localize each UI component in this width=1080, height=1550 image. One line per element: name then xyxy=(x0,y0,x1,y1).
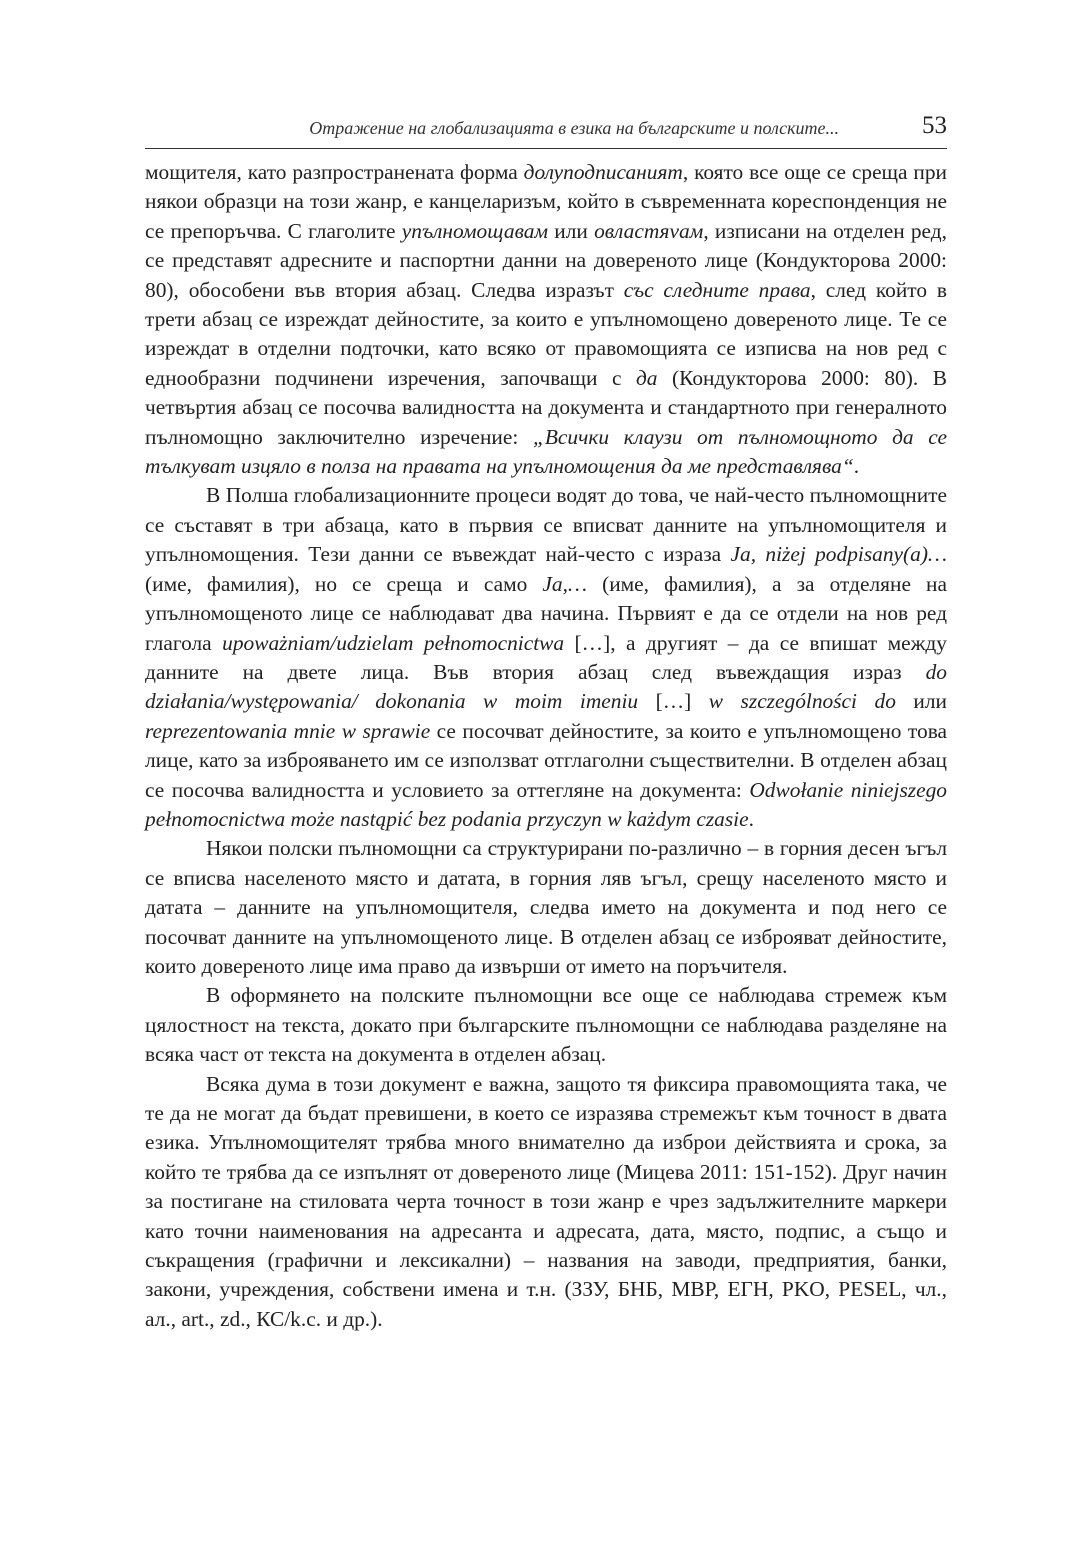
italic-term: reprezentowania mnie w sprawie xyxy=(145,718,431,743)
paragraph-5 xyxy=(145,1070,947,1335)
text-segment: Всяка дума в този документ е важна, защото тя фиксира правомощията така, че те да не могат да бъдат превишени, в което се изразява стремежът към точност в двата езика. Упълномощителят трябва много внимателно да изброи действията и срока, за който те трябва да се изпълнят от довереното лице (Мицева 2011: 151-152). Друг начин за постигане на стиловата черта точност в този жанр е чрез задължителните маркери като точни наименования на адресанта и адресата, дата, място, подпис, а също и съкращения (графични и лексикални) – названия на заводи, предприятия, банки, закони, учреждения, собствени имена и т.н. (ЗЗУ, БНБ, МВР, ЕГН, PKO, PESEL, чл., ал., art., zd., КС/k.c. и др.). xyxy=(145,1071,947,1331)
running-header xyxy=(145,110,947,149)
text-segment: , която все още се среща при някои образци на този жанр, е канцеларизъм, който в съвременната кореспонденция не се препоръчва. С глаголите xyxy=(145,160,947,243)
text-segment: или xyxy=(548,218,595,243)
paragraph-3 xyxy=(145,834,947,981)
text-segment: или xyxy=(895,689,947,714)
text-segment: (Кондукторова 2000: 80). В четвъртия абзац се посочва валидността на документа и стандартното при генералното пълномощно заключително изречение: xyxy=(145,365,947,449)
running-title: Отражение на глобализацията в езика на българските и полските... xyxy=(309,118,839,138)
text-segment: (име, фамилия), но се среща и само xyxy=(145,571,543,596)
italic-term: „Всички клаузи от пълномощното да се тълкуват изцяло в полза на правата на упълномощения да ме представлява“ xyxy=(145,424,948,479)
italic-term: upoważniam/udzielam pełnomocnictwa xyxy=(222,630,565,655)
body-text xyxy=(145,158,947,1334)
italic-term: Ja, niżej podpisany(a)… xyxy=(730,542,948,567)
text-segment: В Полша глобализационните процеси водят до това, че най-често пълномощните се съставят в три абзаца, като в първия се вписват данните на упълномощителя и упълномощения. Тези данни се въвеждат най-често с израза xyxy=(145,483,947,567)
text-segment: мощителя, като разпространената форма xyxy=(145,160,524,184)
italic-term: Odwołanie niniejszego pełnomocnictwa może nastąpić bez podania przyczyn w każdym czasie xyxy=(145,777,947,831)
italic-term: да xyxy=(635,365,658,390)
italic-term: упълномощавам xyxy=(401,218,549,243)
text-segment: […], а другият – да се впишат между данните на двете лица. Във втория абзац след въвеждащия израз xyxy=(145,630,947,684)
italic-term: do działania/występowania/ dokonania w moim imeniu xyxy=(145,659,947,714)
text-segment: се посочват дейностите, за които е упълномощено това лице, като за изброяването им се използват отглаголни съществителни. В отделен абзац се посочва валидността и условието за оттегляне на документа: xyxy=(145,718,948,802)
text-segment: […] xyxy=(638,689,709,714)
text-segment: В оформянето на полските пълномощни все още се наблюдава стремеж към цялостност на текста, докато при българските пълномощни се наблюдава разделяне на всяка част от текста на документа в отделен абзац. xyxy=(145,983,947,1067)
text-segment: , изписани на отделен ред, се представят адресните и паспортни данни на довереното лице (Кондукторова 2000: 80), обособени във втория абзац. Следва изразът xyxy=(145,218,947,302)
text-segment: . xyxy=(748,806,754,831)
paragraph-1 xyxy=(145,158,947,481)
page-number: 53 xyxy=(922,112,947,139)
italic-term: Ja,… xyxy=(542,571,587,596)
paragraph-2 xyxy=(145,481,947,834)
text-segment: Някои полски пълномощни са структурирани по-различно – в горния десен ъгъл се вписва населеното място и датата, в горния ляв ъгъл, срещу населеното място и датата – данните на упълномощителя, следва името на документа и под него се посочват данните на упълномощеното лице. В отделен абзац се изброяват дейностите, които довереното лице има право да извърши от името на поръчителя. xyxy=(145,836,947,978)
italic-term: овластяvам xyxy=(594,218,704,243)
italic-term: долуподписаният xyxy=(523,160,683,184)
text-segment: . xyxy=(853,454,860,479)
italic-term: w szczególności do xyxy=(708,689,896,714)
italic-term: със следните права xyxy=(623,277,811,302)
paragraph-4 xyxy=(145,981,947,1069)
text-segment: , след който в трети абзац се изреждат дейностите, за които е упълномощено довереното лице. Те се изреждат в отделни подточки, като всяко от правомощията се изписва на нов ред с еднообразни подчинени изречения, започващи с xyxy=(145,277,948,390)
text-segment: (име, фамилия), а за отделяне на упълномощеното лице се наблюдават два начина. Първият е да се отдели на нов ред глагола xyxy=(145,571,947,655)
